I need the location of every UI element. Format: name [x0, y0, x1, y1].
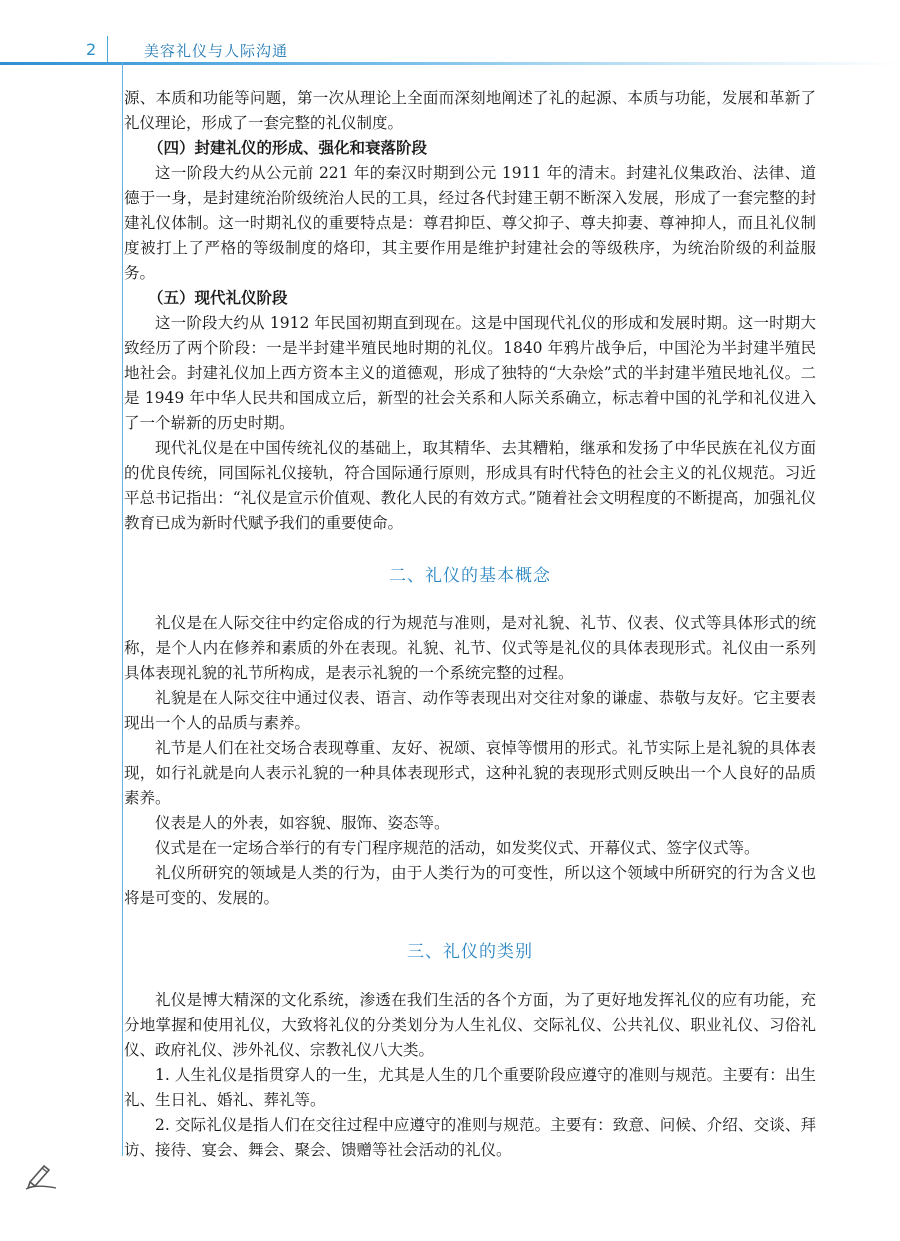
paragraph: 2. 交际礼仪是指人们在交往过程中应遵守的准则与规范。主要有：致意、问候、介绍、交谈、拜访、接待、宴会、舞会、聚会、馈赠等社会活动的礼仪。 — [124, 1116, 816, 1159]
section-heading: 三、礼仪的类别 — [407, 942, 533, 962]
paragraph: 礼仪是在人际交往中约定俗成的行为规范与准则，是对礼貌、礼节、仪表、仪式等具体形式的统称，是个人内在修养和素质的外在表现。礼貌、礼节、仪式等是礼仪的具体表现形式。礼仪由一系列具体表现礼貌的礼节所构成，是表示礼貌的一个系统完整的过程。 — [124, 614, 816, 682]
paragraph: 礼仪所研究的领域是人类的行为，由于人类行为的可变性，所以这个领域中所研究的行为含义也将是可变的、发展的。 — [124, 864, 816, 907]
paragraph: 仪式是在一定场合举行的有专门程序规范的活动，如发奖仪式、开幕仪式、签字仪式等。 — [155, 839, 760, 857]
paragraph: 礼仪是博大精深的文化系统，渗透在我们生活的各个方面，为了更好地发挥礼仪的应有功能，充分地掌握和使用礼仪，大致将礼仪的分类划分为人生礼仪、交际礼仪、公共礼仪、职业礼仪、习俗礼仪、政府礼仪、涉外礼仪、宗教礼仪八大类。 — [124, 991, 816, 1059]
page-number: 2 — [86, 40, 97, 59]
paragraph: 礼貌是在人际交往中通过仪表、语言、动作等表现出对交往对象的谦虚、恭敬与友好。它主要表现出一个人的品质与素养。 — [124, 689, 816, 732]
page-body — [124, 86, 816, 1163]
book-title: 美容礼仪与人际沟通 — [144, 42, 289, 60]
header-rule — [0, 62, 900, 65]
paragraph: 源、本质和功能等问题，第一次从理论上全面而深刻地阐述了礼的起源、本质与功能，发展和革新了礼仪理论，形成了一套完整的礼仪制度。 — [124, 89, 816, 132]
paragraph: 这一阶段大约从公元前 221 年的秦汉时期到公元 1911 年的清末。封建礼仪集政治、法律、道德于一身，是封建统治阶级统治人民的工具，经过各代封建王朝不断深入发展，形成了一套完整的封建礼仪体制。这一时期礼仪的重要特点是：尊君抑臣、尊父抑子、尊夫抑妻、尊神抑人，而且礼仪制度被打上了严格的等级制度的烙印，其主要作用是维护封建社会的等级秩序，为统治阶级的利益服务。 — [124, 164, 816, 282]
pencil-icon — [24, 1160, 58, 1190]
margin-rule — [122, 62, 123, 1156]
paragraph: 礼节是人们在社交场合表现尊重、友好、祝颂、哀悼等惯用的形式。礼节实际上是礼貌的具体表现，如行礼就是向人表示礼貌的一种具体表现形式，这种礼貌的表现形式则反映出一个人良好的品质素养。 — [124, 739, 816, 807]
paragraph: 现代礼仪是在中国传统礼仪的基础上，取其精华、去其糟粕，继承和发扬了中华民族在礼仪方面的优良传统，同国际礼仪接轨，符合国际通行原则，形成具有时代特色的社会主义的礼仪规范。习近平总书记指出：“礼仪是宣示价值观、教化人民的有效方式。”随着社会文明程度的不断提高，加强礼仪教育已成为新时代赋予我们的重要使命。 — [124, 439, 816, 532]
page-header — [0, 0, 900, 62]
section-heading: 二、礼仪的基本概念 — [389, 566, 551, 586]
subsection-heading: （五）现代礼仪阶段 — [148, 289, 288, 307]
header-divider — [107, 36, 108, 62]
paragraph: 这一阶段大约从 1912 年民国初期直到现在。这是中国现代礼仪的形成和发展时期。这一时期大致经历了两个阶段：一是半封建半殖民地时期的礼仪。1840 年鸦片战争后，中国沦为半封建半殖民地社会。封建礼仪加上西方资本主义的道德观，形成了独特的“大杂烩”式的半封建半殖民地礼仪。二是 1949 年中华人民共和国成立后，新型的社会关系和人际关系确立，标志着中国的礼学和礼仪进入了一个崭新的历史时期。 — [124, 314, 816, 432]
subsection-heading: （四）封建礼仪的形成、强化和衰落阶段 — [148, 139, 428, 157]
paragraph: 仪表是人的外表，如容貌、服饰、姿态等。 — [155, 814, 450, 832]
paragraph: 1. 人生礼仪是指贯穿人的一生，尤其是人生的几个重要阶段应遵守的准则与规范。主要有：出生礼、生日礼、婚礼、葬礼等。 — [124, 1066, 816, 1109]
